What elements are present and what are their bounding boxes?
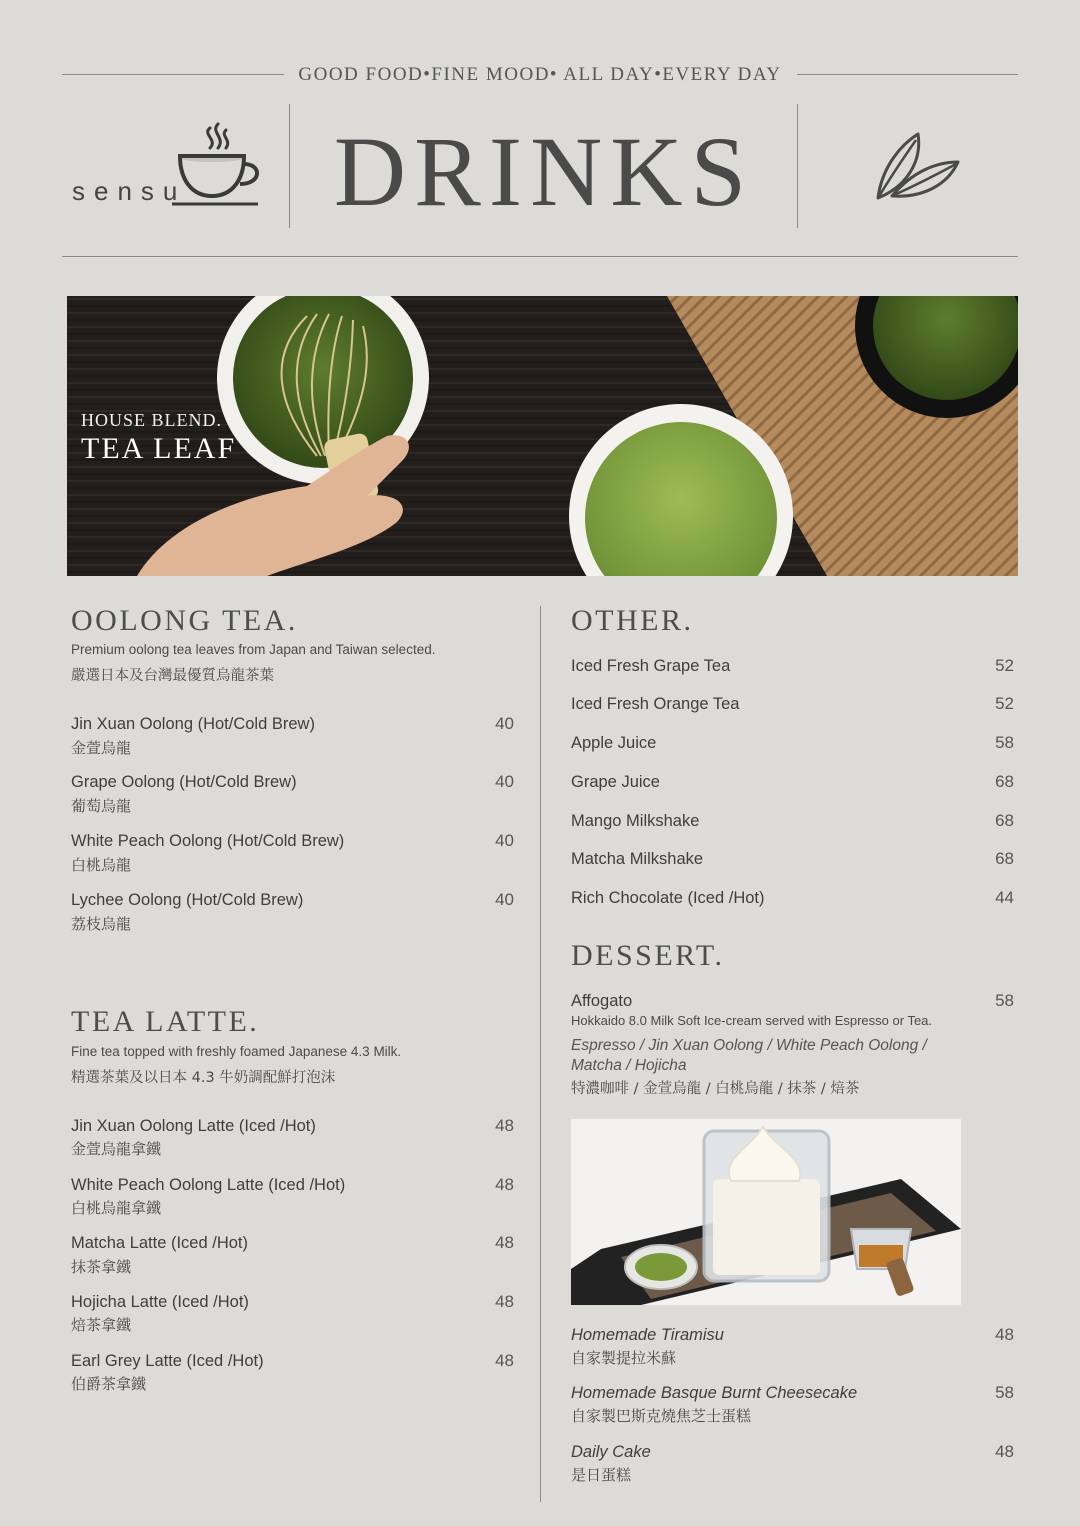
item-price: 68	[995, 811, 1014, 830]
item-price: 58	[995, 991, 1014, 1010]
item-name: Jin Xuan Oolong (Hot/Cold Brew)	[71, 715, 315, 733]
item-price: 40	[495, 772, 514, 791]
item-name-cn: 自家製提拉米蘇	[571, 1349, 677, 1367]
header-bottom-line	[62, 256, 1018, 257]
item-name: Iced Fresh Grape Tea	[571, 657, 731, 675]
item-price: 40	[495, 831, 514, 850]
banner-title: TEA LEAF	[81, 432, 237, 465]
other-section-title: OTHER.	[571, 604, 694, 637]
item-name: White Peach Oolong (Hot/Cold Brew)	[71, 832, 345, 850]
latte-section-desc-cn: 精選茶葉及以日本 4.3 牛奶調配鮮打泡沫	[71, 1070, 336, 1086]
item-name: Matcha Latte (Iced /Hot)	[71, 1234, 248, 1252]
item-name: Earl Grey Latte (Iced /Hot)	[71, 1352, 264, 1370]
hero-banner	[67, 296, 1018, 576]
item-name-cn: 焙茶拿鐵	[71, 1316, 132, 1334]
item-price: 40	[495, 890, 514, 909]
item-name: Hojicha Latte (Iced /Hot)	[71, 1293, 249, 1311]
brand-name: sensu	[72, 176, 187, 206]
item-name: Apple Juice	[571, 734, 657, 752]
item-price: 40	[495, 714, 514, 733]
item-name: Homemade Basque Burnt Cheesecake	[571, 1384, 858, 1402]
item-price: 48	[995, 1325, 1014, 1344]
item-name: Lychee Oolong (Hot/Cold Brew)	[71, 891, 304, 909]
affogato-photo	[571, 1119, 961, 1305]
column-divider	[540, 606, 541, 1502]
dessert-section-title: DESSERT.	[571, 939, 725, 972]
item-name-cn: 葡萄烏龍	[71, 797, 132, 815]
item-name: Jin Xuan Oolong Latte (Iced /Hot)	[71, 1117, 316, 1135]
item-desc: Hokkaido 8.0 Milk Soft Ice-cream served with Espresso or Tea.	[571, 1013, 933, 1028]
tagline-line-left	[62, 74, 284, 75]
item-name-cn: 荔枝烏龍	[71, 915, 132, 933]
item-options-line2: Matcha / Hojicha	[571, 1057, 687, 1074]
item-name-cn: 自家製巴斯克燒焦芝士蛋糕	[571, 1407, 752, 1425]
item-name: Rich Chocolate (Iced /Hot)	[571, 889, 765, 907]
tagline: GOOD FOOD•FINE MOOD• ALL DAY•EVERY DAY	[298, 64, 782, 85]
item-price: 52	[995, 694, 1014, 713]
item-price: 48	[495, 1175, 514, 1194]
item-name: Daily Cake	[571, 1443, 651, 1461]
header-divider-right	[797, 104, 798, 228]
item-name-cn: 伯爵茶拿鐵	[71, 1375, 147, 1393]
item-price: 48	[495, 1292, 514, 1311]
item-price: 58	[995, 1383, 1014, 1402]
item-name: Matcha Milkshake	[571, 850, 704, 868]
item-options: Espresso / Jin Xuan Oolong / White Peach Oolong /	[571, 1037, 927, 1054]
item-name-cn: 白桃烏龍	[71, 856, 132, 874]
latte-section-desc: Fine tea topped with freshly foamed Japanese 4.3 Milk.	[71, 1044, 402, 1059]
affogato-image	[571, 1119, 961, 1305]
item-name: Grape Juice	[571, 773, 660, 791]
latte-section-title: TEA LATTE.	[71, 1005, 260, 1038]
page-title: DRINKS	[333, 116, 755, 227]
item-name-cn: 是日蛋糕	[571, 1466, 632, 1484]
item-price: 58	[995, 733, 1014, 752]
item-name-cn: 抹茶拿鐵	[71, 1258, 132, 1276]
item-name: Affogato	[571, 992, 633, 1010]
item-options-cn: 特濃咖啡 / 金萱烏龍 / 白桃烏龍 / 抹茶 / 焙茶	[571, 1081, 860, 1097]
item-name-cn: 白桃烏龍拿鐵	[71, 1199, 162, 1217]
item-price: 68	[995, 772, 1014, 791]
item-name: Grape Oolong (Hot/Cold Brew)	[71, 773, 297, 791]
item-price: 48	[495, 1351, 514, 1370]
item-price: 48	[495, 1116, 514, 1135]
item-name: Iced Fresh Orange Tea	[571, 695, 740, 713]
oolong-section-desc-cn: 嚴選日本及台灣最優質烏龍茶葉	[71, 668, 274, 684]
item-price: 44	[995, 888, 1014, 907]
item-name: White Peach Oolong Latte (Iced /Hot)	[71, 1176, 346, 1194]
item-name: Mango Milkshake	[571, 812, 700, 830]
item-name-cn: 金萱烏龍拿鐵	[71, 1140, 162, 1158]
item-name: Homemade Tiramisu	[571, 1326, 724, 1344]
tagline-line-right	[797, 74, 1018, 75]
item-price: 52	[995, 656, 1014, 675]
item-price: 48	[495, 1233, 514, 1252]
oolong-section-title: OOLONG TEA.	[71, 604, 298, 637]
item-price: 68	[995, 849, 1014, 868]
item-name-cn: 金萱烏龍	[71, 739, 132, 757]
item-price: 48	[995, 1442, 1014, 1461]
banner-subtitle: HOUSE BLEND.	[81, 410, 222, 430]
tea-leaf-icon	[872, 126, 964, 206]
oolong-section-desc: Premium oolong tea leaves from Japan and Taiwan selected.	[71, 642, 436, 657]
